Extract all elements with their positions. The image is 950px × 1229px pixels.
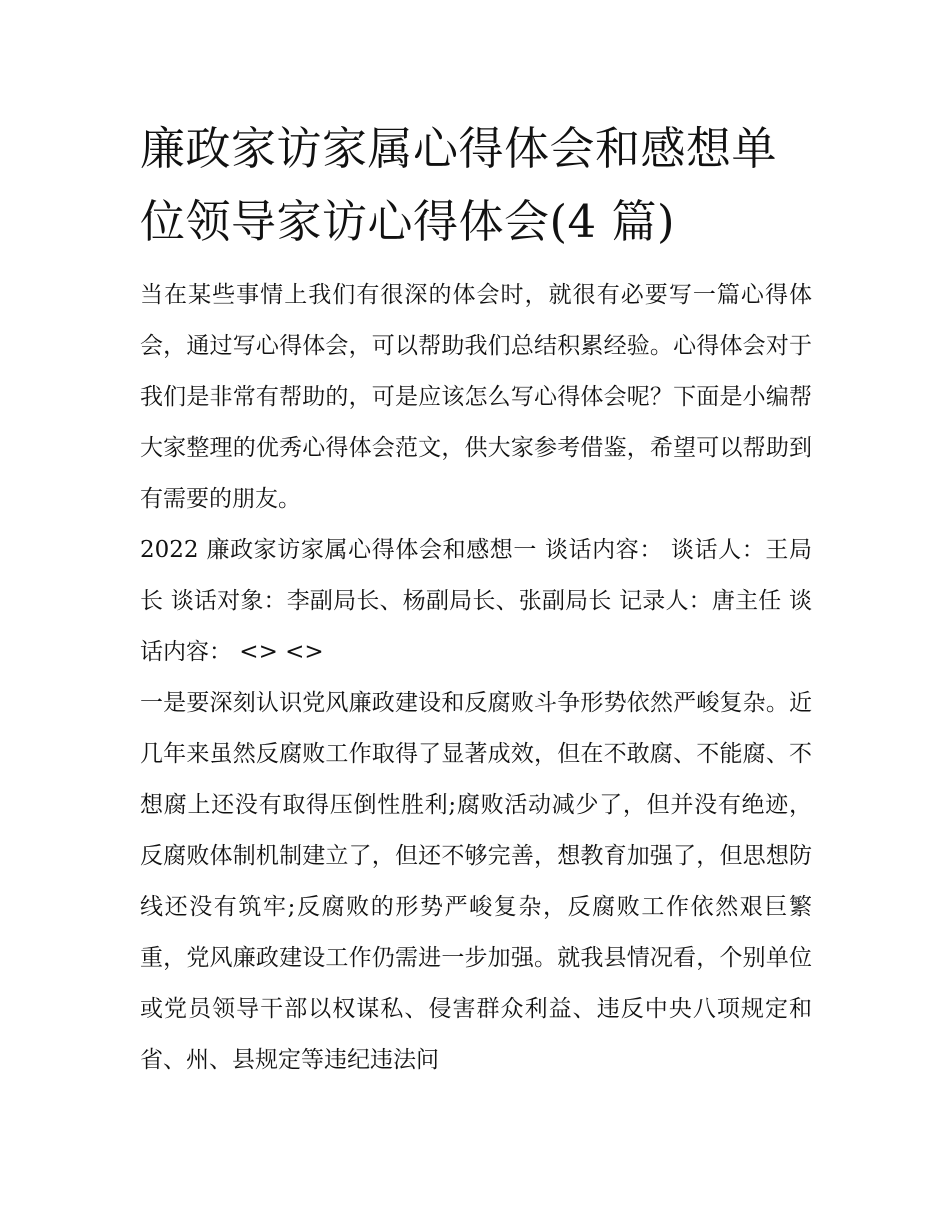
- document-body: [140, 112, 812, 1086]
- paragraph-talk-record: 2022 廉政家访家属心得体会和感想一 谈话内容： 谈话人：王局长 谈话对象：李副局长、杨副局长、张副局长 记录人：唐主任 谈话内容： <> <>: [140, 537, 812, 665]
- paragraph-intro: 当在某些事情上我们有很深的体会时，就很有必要写一篇心得体会，通过写心得体会，可以帮助我们总结积累经验。心得体会对于我们是非常有帮助的，可是应该怎么写心得体会呢？下面是小编帮大家整理的优秀心得体会范文，供大家参考借鉴，希望可以帮助到有需要的朋友。: [140, 282, 812, 512]
- document-title: 廉政家访家属心得体会和感想单位领导家访心得体会(4 篇): [140, 122, 778, 248]
- paragraph-point-one: 一是要深刻认识党风廉政建设和反腐败斗争形势依然严峻复杂。近几年来虽然反腐败工作取得了显著成效，但在不敢腐、不能腐、不想腐上还没有取得压倒性胜利;腐败活动减少了，但并没有绝迹，反腐败体制机制建立了，但还不够完善，想教育加强了，但思想防线还没有筑牢;反腐败的形势严峻复杂，反腐败工作依然艰巨繁重，党风廉政建设工作仍需进一步加强。就我县情况看，个别单位或党员领导干部以权谋私、侵害群众利益、违反中央八项规定和省、州、县规定等违纪违法问: [140, 690, 812, 1073]
